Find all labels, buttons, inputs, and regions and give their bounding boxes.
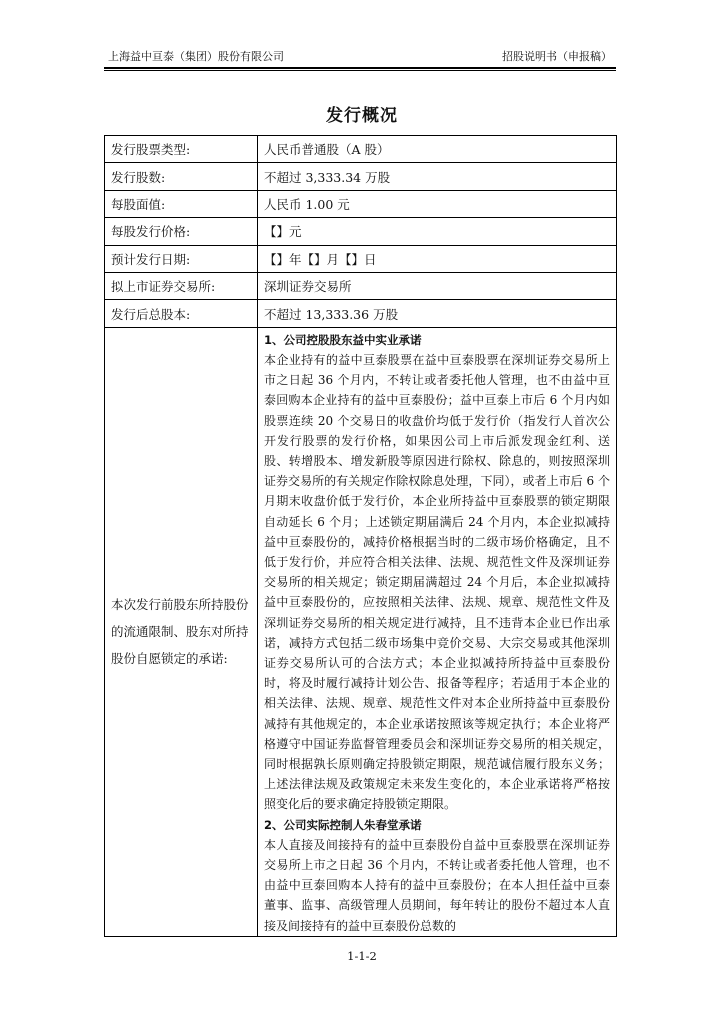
- header-company: 上海益中亘泰（集团）股份有限公司: [108, 50, 284, 63]
- table-row: [105, 190, 617, 217]
- table-row: [105, 136, 617, 163]
- row-label: 每股面值:: [105, 190, 258, 217]
- section2-text: 本人直接及间接持有的益中亘泰股份自益中亘泰股票在深圳证券交易所上市之日起 36 个月内，不转让或者委托他人管理，也不由益中亘泰回购本人持有的益中亘泰股份；在本人担任益中亘泰董事、监事、高级管理人员期间，每年转让的股份不超过本人直接及间接持有的益中亘泰股份总数的: [264, 837, 610, 933]
- section1-text: 本企业持有的益中亘泰股票在益中亘泰股票在深圳证券交易所上市之日起 36 个月内，不转让或者委托他人管理，也不由益中亘泰回购本企业持有的益中亘泰股份；益中亘泰上市后 6 个月内如股票连续 20 个交易日的收盘价均低于发行价（指发行人首次公开发行股票的发行价格，如果因公司上市后派发现金红利、送股、转增股本、增发新股等原因进行除权、除息的，则按照深圳证券交易所的有关规定作除权除息处理，下同），或者上市后 6 个月期末收盘价低于发行价，本企业所持益中亘泰股票的锁定期限自动延长 6 个月；上述锁定期届满后 24 个月内，本企业拟减持益中亘泰股份的，减持价格根据当时的二级市场价格确定，且不低于发行价，并应符合相关法律、法规、规范性文件及深圳证券交易所的相关规定；锁定期届满超过 24 个月后，本企业拟减持益中亘泰股份的，应按照相关法律、法规、规章、规范性文件及深圳证券交易所的相关规定进行减持，且不违背本企业已作出承诺，减持方式包括二级市场集中竞价交易、大宗交易或其他深圳证券交易所认可的合法方式；本企业拟减持所持益中亘泰股份时，将及时履行减持计划公告、报备等程序；若适用于本企业的相关法律、法规、规章、规范性文件对本企业所持益中亘泰股份减持有其他规定的，本企业承诺按照该等规定执行；本企业将严格遵守中国证券监督管理委员会和深圳证券交易所的相关规定，同时根据孰长原则确定持股锁定期限，规范诚信履行股东义务；上述法律法规及政策规定未来发生变化的，本企业承诺将严格按照变化后的要求确定持股锁定期限。: [264, 352, 610, 812]
- row-value: 不超过 3,333.34 万股: [258, 163, 617, 190]
- table-row: [105, 300, 617, 327]
- commitment-label: 本次发行前股东所持股份的流通限制、股东对所持股份自愿锁定的承诺:: [105, 327, 258, 936]
- commitment-text: [258, 327, 617, 936]
- row-label: 预计发行日期:: [105, 245, 258, 272]
- page-number: 1-1-2: [347, 949, 377, 963]
- row-label: 发行股数:: [105, 163, 258, 190]
- section2-title: 2、公司实际控制人朱春堂承诺: [264, 817, 422, 832]
- section1-title: 1、公司控股股东益中实业承诺: [264, 332, 422, 347]
- row-label: 发行后总股本:: [105, 300, 258, 327]
- header-rule: [104, 67, 616, 69]
- row-label: 发行股票类型:: [105, 136, 258, 163]
- row-value: 【】年【】月【】日: [258, 245, 617, 272]
- row-label: 每股发行价格:: [105, 218, 258, 245]
- row-value: 深圳证券交易所: [258, 272, 617, 299]
- table-row: [105, 218, 617, 245]
- page-header: [104, 50, 616, 66]
- table-row: [105, 163, 617, 190]
- row-value: 【】元: [258, 218, 617, 245]
- row-label: 拟上市证券交易所:: [105, 272, 258, 299]
- commitment-row: [105, 327, 617, 936]
- offering-table: [104, 135, 617, 937]
- table-row: [105, 272, 617, 299]
- row-value: 不超过 13,333.36 万股: [258, 300, 617, 327]
- table-row: [105, 245, 617, 272]
- header-rule-thin: [104, 70, 616, 71]
- row-value: 人民币 1.00 元: [258, 190, 617, 217]
- page-title: 发行概况: [326, 106, 398, 126]
- header-doc-title: 招股说明书（申报稿）: [502, 50, 612, 63]
- row-value: 人民币普通股（A 股）: [258, 136, 617, 163]
